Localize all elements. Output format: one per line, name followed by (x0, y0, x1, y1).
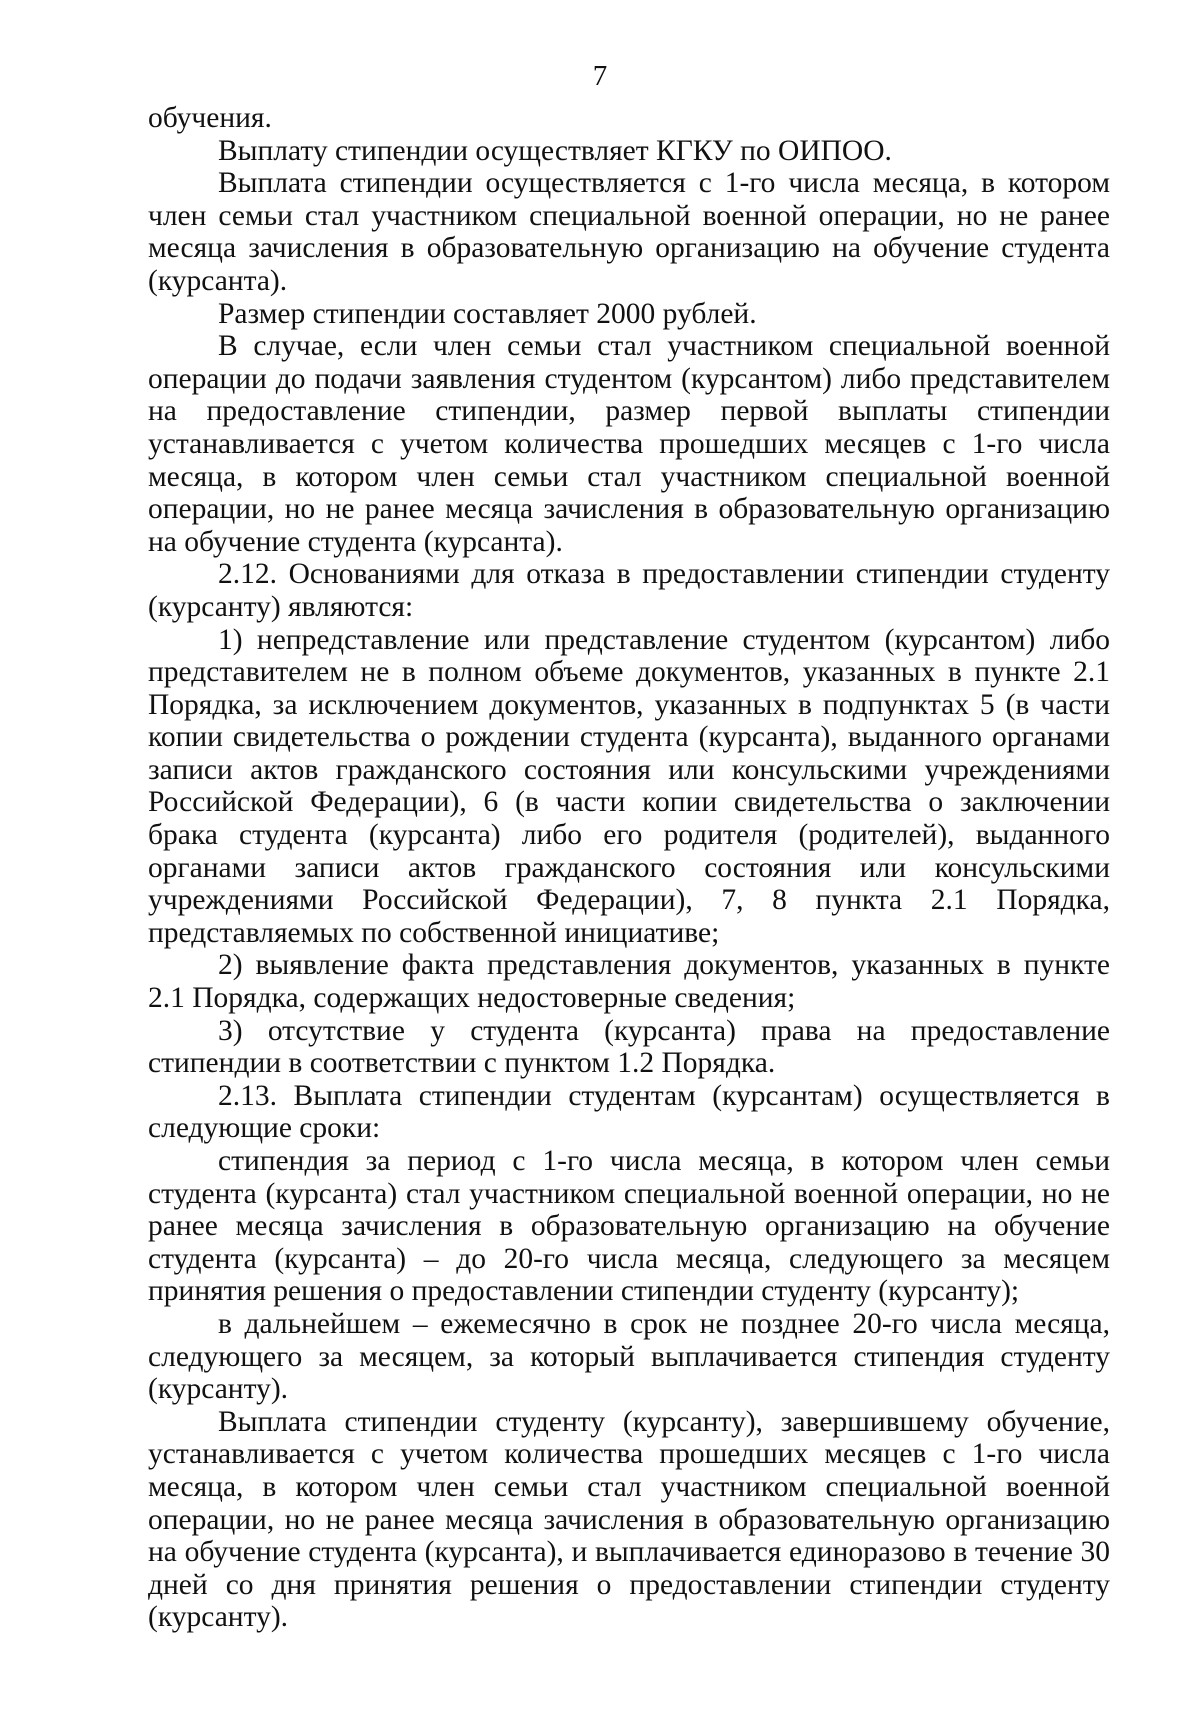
paragraph-graduate-payment: Выплата стипендии студенту (курсанту), завершившему обучение, устанавливается с учетом количества прошедших месяцев с 1-го числа месяца, в котором член семьи стал участником специальной военной операции, но не ранее месяца зачисления в образовательную организацию на обучение студента (курсанта), и выплачивается единоразово в течение 30 дней со дня принятия решения о предоставлении стипендии студенту (курсанту). (148, 1405, 1110, 1634)
paragraph-stipend-amount: Размер стипендии составляет 2000 рублей. (218, 297, 757, 330)
list-item-refusal-3: 3) отсутствие у студента (курсанта) права на предоставление стипендии в соответствии с пунктом 1.2 Порядка. (148, 1014, 1110, 1080)
paragraph-section-2-13: 2.13. Выплата стипендии студентам (курсантам) осуществляется в следующие сроки: (148, 1079, 1110, 1145)
paragraph-first-payment: В случае, если член семьи стал участником специальной военной операции до подачи заявления студентом (курсантом) либо представителем на предоставление стипендии, размер первой выплаты стипендии устанавливается с учетом количества прошедших месяцев с 1-го числа месяца, в котором член семьи стал участником специальной военной операции, но не ранее месяца зачисления в образовательную организацию на обучение студента (курсанта). (148, 330, 1110, 558)
paragraph-monthly-payment: в дальнейшем – ежемесячно в срок не позднее 20-го числа месяца, следующего за месяцем, за который выплачивается стипендия студенту (курсанту). (148, 1307, 1110, 1406)
list-item-refusal-1: 1) непредставление или представление студентом (курсантом) либо представителем не в полном объеме документов, указанных в пункте 2.1 Порядка, за исключением документов, указанных в подпунктах 5 (в части копии свидетельства о рождении студента (курсанта), выданного органами записи актов гражданского состояния или консульскими учреждениями Российской Федерации), 6 (в части копии свидетельства о заключении брака студента (курсанта) либо его родителя (родителей), выданного органами записи актов гражданского состояния или консульскими учреждениями Российской Федерации), 7, 8 пункта 2.1 Порядка, представляемых по собственной инициативе; (148, 623, 1110, 949)
page-number: 7 (592, 60, 608, 92)
paragraph-payment-start: Выплата стипендии осуществляется с 1-го числа месяца, в котором член семьи стал участником специальной военной операции, но не ранее месяца зачисления в образовательную организацию на обучение студента (курсанта). (148, 167, 1110, 297)
list-item-refusal-2: 2) выявление факта представления документов, указанных в пункте 2.1 Порядка, содержащих недостоверные сведения; (148, 949, 1110, 1015)
paragraph-section-2-12: 2.12. Основаниями для отказа в предоставлении стипендии студенту (курсанту) являются: (148, 558, 1110, 623)
paragraph-first-period-payment: стипендия за период с 1-го числа месяца, в котором член семьи студента (курсанта) стал участником специальной военной операции, но не ранее месяца зачисления в образовательную организацию на обучение студента (курсанта) – до 20-го числа месяца, следующего за месяцем принятия решения о предоставлении стипендии студенту (курсанту); (148, 1145, 1110, 1308)
paragraph-payment-provider: Выплату стипендии осуществляет КГКУ по ОИПОО. (218, 134, 892, 167)
document-body (148, 102, 1110, 1634)
paragraph-continuation: обучения. (148, 102, 272, 134)
